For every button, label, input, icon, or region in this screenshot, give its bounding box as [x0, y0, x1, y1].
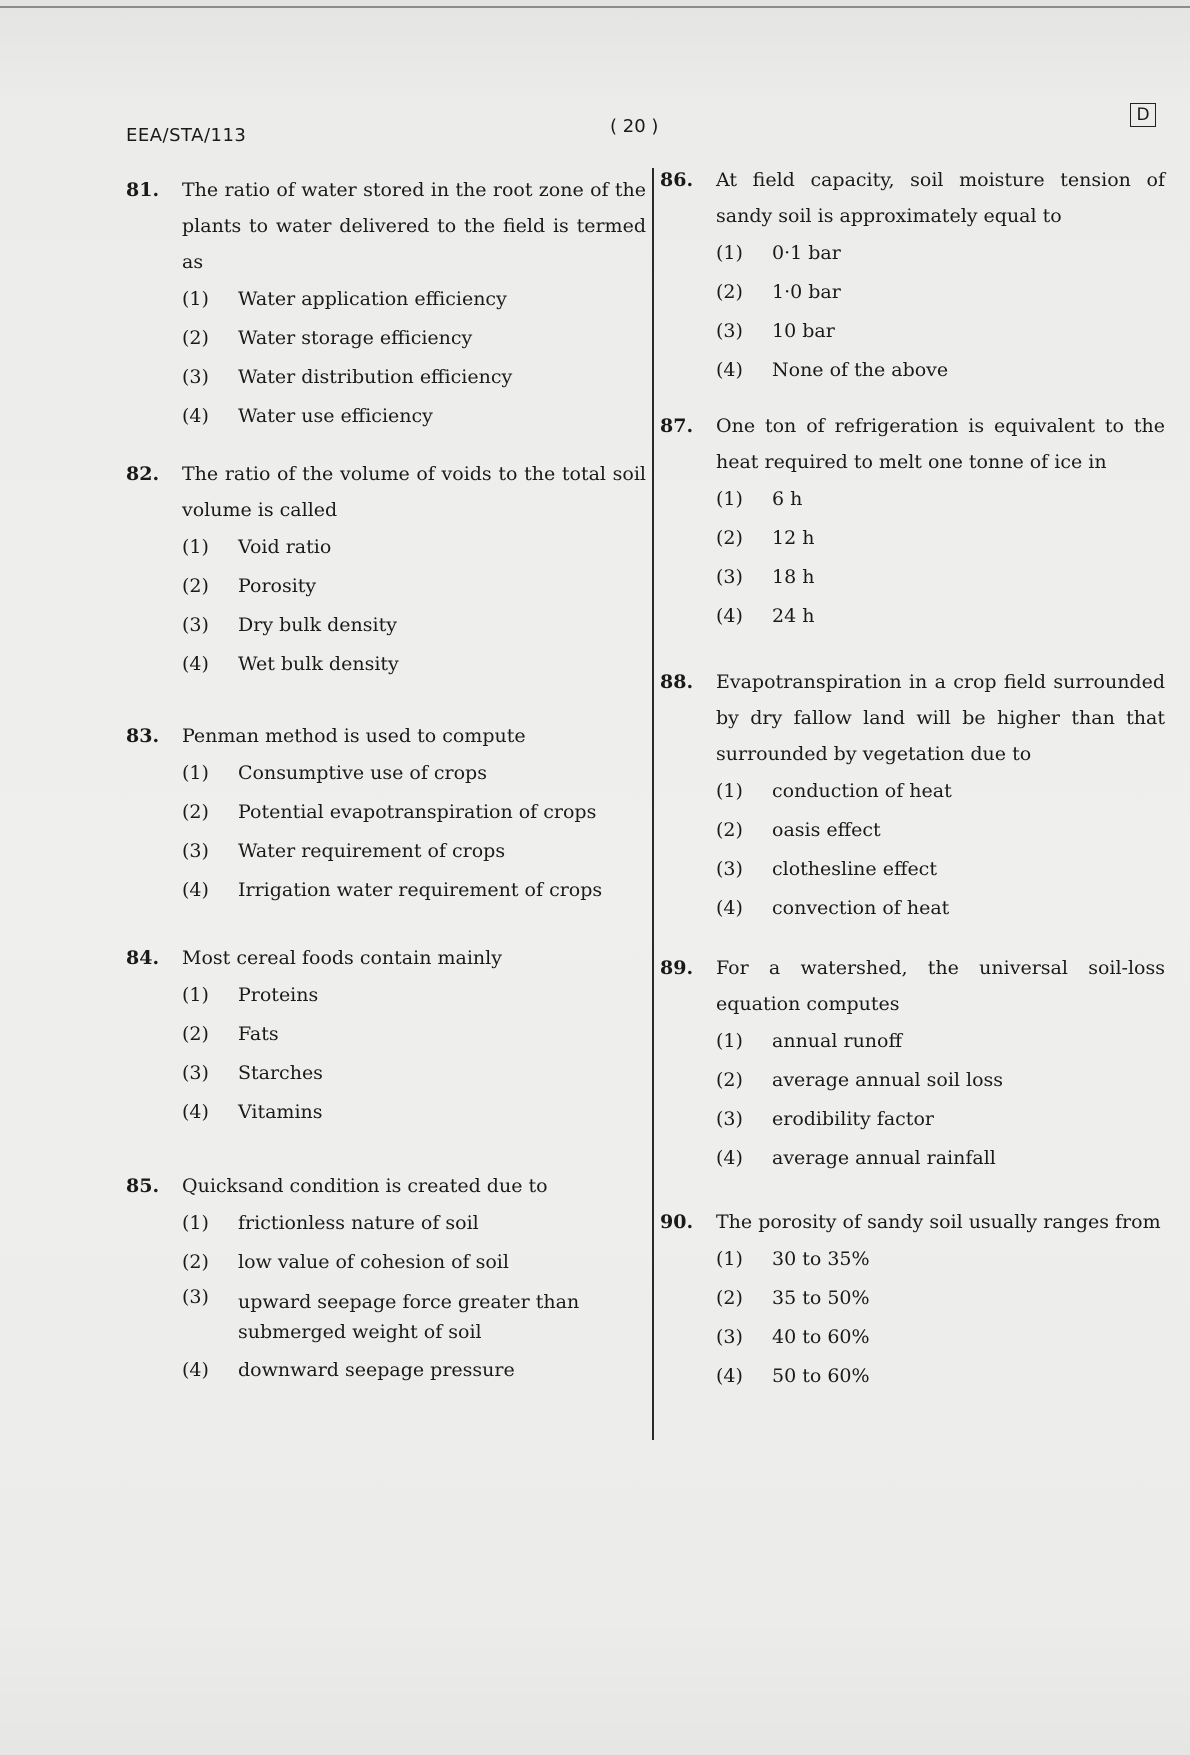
- option: [182, 754, 646, 793]
- option-text: Dry bulk density: [238, 614, 397, 636]
- question-number: 82.: [126, 463, 160, 485]
- option-text: Vitamins: [238, 1101, 323, 1123]
- option: [716, 597, 1165, 636]
- option: [716, 1357, 1165, 1396]
- option-text: 50 to 60%: [772, 1365, 870, 1387]
- option-text: 24 h: [772, 605, 815, 627]
- option-list: [182, 976, 646, 1132]
- option-number: (4): [182, 653, 209, 675]
- question-82: [126, 456, 646, 684]
- option: [716, 312, 1165, 351]
- option: [182, 1015, 646, 1054]
- option: [716, 273, 1165, 312]
- option: [716, 519, 1165, 558]
- option: [182, 976, 646, 1015]
- question-88: [660, 664, 1165, 928]
- option-text: Water requirement of crops: [238, 840, 506, 862]
- option-number: (2): [716, 527, 743, 549]
- option-text: None of the above: [772, 359, 949, 381]
- option-number: (1): [182, 288, 209, 310]
- option-text: annual runoff: [772, 1030, 902, 1052]
- option-text: Irrigation water requirement of crops: [238, 879, 603, 901]
- question-stem: One ton of refrigeration is equivalent to the heat required to melt one tonne of ice in: [716, 415, 1165, 473]
- option-text: Potential evapotranspiration of crops: [238, 801, 597, 823]
- set-label-box: D: [1130, 103, 1156, 127]
- option-number: (4): [716, 897, 743, 919]
- option-number: (4): [182, 1359, 209, 1381]
- option-text: clothesline effect: [772, 858, 937, 880]
- option-text: upward seepage force greater than submerged weight of soil: [238, 1291, 580, 1343]
- option: [716, 772, 1165, 811]
- option-number: (3): [716, 320, 743, 342]
- option-list: [182, 528, 646, 684]
- option: [716, 1061, 1165, 1100]
- column-divider: [652, 168, 654, 1440]
- option: [182, 1351, 646, 1390]
- option-text: Proteins: [238, 984, 319, 1006]
- option-number: (1): [182, 984, 209, 1006]
- option: [182, 1054, 646, 1093]
- option-text: Water use efficiency: [238, 405, 433, 427]
- question-89: [660, 950, 1165, 1178]
- option-text: 10 bar: [772, 320, 835, 342]
- option-list: [716, 1240, 1165, 1396]
- left-column: [126, 172, 646, 1390]
- option-number: (1): [716, 780, 743, 802]
- option: [716, 480, 1165, 519]
- option-number: (1): [716, 242, 743, 264]
- option: [182, 1243, 646, 1282]
- paper-code: EEA/STA/113: [126, 125, 247, 146]
- question-stem: Quicksand condition is created due to: [182, 1175, 548, 1197]
- question-86: [660, 162, 1165, 390]
- option-number: (3): [182, 366, 209, 388]
- question-stem: The porosity of sandy soil usually ranges from: [716, 1211, 1161, 1233]
- option: [182, 358, 646, 397]
- option-text: erodibility factor: [772, 1108, 934, 1130]
- option-text: Water application efficiency: [238, 288, 507, 310]
- option-text: Void ratio: [238, 536, 332, 558]
- question-number: 84.: [126, 947, 160, 969]
- option-text: frictionless nature of soil: [238, 1212, 479, 1234]
- option-text: conduction of heat: [772, 780, 952, 802]
- option-number: (2): [182, 327, 209, 349]
- option-number: (3): [716, 1108, 743, 1130]
- option-number: (4): [716, 1147, 743, 1169]
- option-number: (3): [182, 840, 209, 862]
- option-number: (2): [716, 281, 743, 303]
- page-number: ( 20 ): [610, 116, 659, 137]
- question-stem: For a watershed, the universal soil-loss equation computes: [716, 957, 1165, 1015]
- option-text: low value of cohesion of soil: [238, 1251, 509, 1273]
- option-text: Water storage efficiency: [238, 327, 473, 349]
- question-number: 87.: [660, 415, 694, 437]
- option: [716, 1240, 1165, 1279]
- option-list: [716, 234, 1165, 390]
- right-column: [660, 162, 1165, 1396]
- option-text: 40 to 60%: [772, 1326, 870, 1348]
- option-number: (3): [182, 1286, 209, 1308]
- option: [716, 1022, 1165, 1061]
- option-number: (3): [182, 1062, 209, 1084]
- option-number: (1): [182, 1212, 209, 1234]
- option-text: 0·1 bar: [772, 242, 841, 264]
- option: [716, 558, 1165, 597]
- option: [716, 1100, 1165, 1139]
- option-number: (2): [182, 1251, 209, 1273]
- option-number: (1): [182, 762, 209, 784]
- option-text: Starches: [238, 1062, 323, 1084]
- option-text: 30 to 35%: [772, 1248, 870, 1270]
- question-number: 89.: [660, 957, 694, 979]
- option: [182, 528, 646, 567]
- option-text: Water distribution efficiency: [238, 366, 513, 388]
- question-number: 85.: [126, 1175, 160, 1197]
- option: [182, 1282, 646, 1351]
- question-87: [660, 408, 1165, 636]
- question-number: 88.: [660, 671, 694, 693]
- option-text: average annual soil loss: [772, 1069, 1004, 1091]
- option-number: (2): [716, 819, 743, 841]
- option: [182, 1204, 646, 1243]
- option-number: (1): [716, 1030, 743, 1052]
- option: [182, 280, 646, 319]
- option-list: [182, 1204, 646, 1390]
- question-number: 81.: [126, 179, 160, 201]
- question-83: [126, 718, 646, 910]
- option: [716, 351, 1165, 390]
- option: [182, 832, 646, 871]
- option: [716, 1139, 1165, 1178]
- option: [182, 793, 646, 832]
- option-list: [716, 772, 1165, 928]
- question-number: 86.: [660, 169, 694, 191]
- option-text: 1·0 bar: [772, 281, 841, 303]
- option-number: (3): [716, 566, 743, 588]
- option-number: (4): [182, 1101, 209, 1123]
- option: [182, 606, 646, 645]
- option-text: downward seepage pressure: [238, 1359, 515, 1381]
- option: [716, 889, 1165, 928]
- option-number: (3): [716, 1326, 743, 1348]
- option: [716, 1318, 1165, 1357]
- option-number: (3): [716, 858, 743, 880]
- option: [716, 850, 1165, 889]
- option-text: Wet bulk density: [238, 653, 399, 675]
- option-text: Fats: [238, 1023, 279, 1045]
- option-number: (2): [182, 575, 209, 597]
- question-90: [660, 1204, 1165, 1396]
- option-number: (1): [716, 488, 743, 510]
- option: [182, 397, 646, 436]
- option: [182, 319, 646, 358]
- option-text: average annual rainfall: [772, 1147, 996, 1169]
- question-stem: Most cereal foods contain mainly: [182, 947, 502, 969]
- option-text: Consumptive use of crops: [238, 762, 487, 784]
- option-number: (1): [182, 536, 209, 558]
- option: [182, 1093, 646, 1132]
- option-text: convection of heat: [772, 897, 950, 919]
- option-number: (4): [716, 605, 743, 627]
- question-84: [126, 940, 646, 1132]
- question-stem: Penman method is used to compute: [182, 725, 526, 747]
- option-number: (2): [182, 801, 209, 823]
- option-number: (2): [182, 1023, 209, 1045]
- option-number: (4): [182, 879, 209, 901]
- question-stem: The ratio of water stored in the root zone of the plants to water delivered to the field is termed as: [182, 179, 646, 273]
- option: [182, 871, 646, 910]
- option-number: (4): [716, 359, 743, 381]
- option-text: 35 to 50%: [772, 1287, 870, 1309]
- option-text: 6 h: [772, 488, 803, 510]
- question-stem: Evapotranspiration in a crop field surrounded by dry fallow land will be higher than that surrounded by vegetation due to: [716, 671, 1165, 765]
- option-text: oasis effect: [772, 819, 881, 841]
- option-list: [716, 480, 1165, 636]
- question-stem: At field capacity, soil moisture tension of sandy soil is approximately equal to: [716, 169, 1165, 227]
- option-text: Porosity: [238, 575, 317, 597]
- option-list: [182, 280, 646, 436]
- option: [182, 567, 646, 606]
- question-number: 90.: [660, 1211, 694, 1233]
- question-81: [126, 172, 646, 436]
- option-text: 18 h: [772, 566, 815, 588]
- question-stem: The ratio of the volume of voids to the total soil volume is called: [182, 463, 646, 521]
- option: [716, 1279, 1165, 1318]
- option-number: (1): [716, 1248, 743, 1270]
- option-number: (2): [716, 1069, 743, 1091]
- option: [182, 645, 646, 684]
- question-85: [126, 1168, 646, 1390]
- option-text: 12 h: [772, 527, 815, 549]
- option: [716, 234, 1165, 273]
- option-list: [182, 754, 646, 910]
- option-number: (3): [182, 614, 209, 636]
- option-number: (4): [716, 1365, 743, 1387]
- option: [716, 811, 1165, 850]
- option-number: (2): [716, 1287, 743, 1309]
- question-number: 83.: [126, 725, 160, 747]
- option-number: (4): [182, 405, 209, 427]
- top-edge-line: [0, 6, 1190, 8]
- option-list: [716, 1022, 1165, 1178]
